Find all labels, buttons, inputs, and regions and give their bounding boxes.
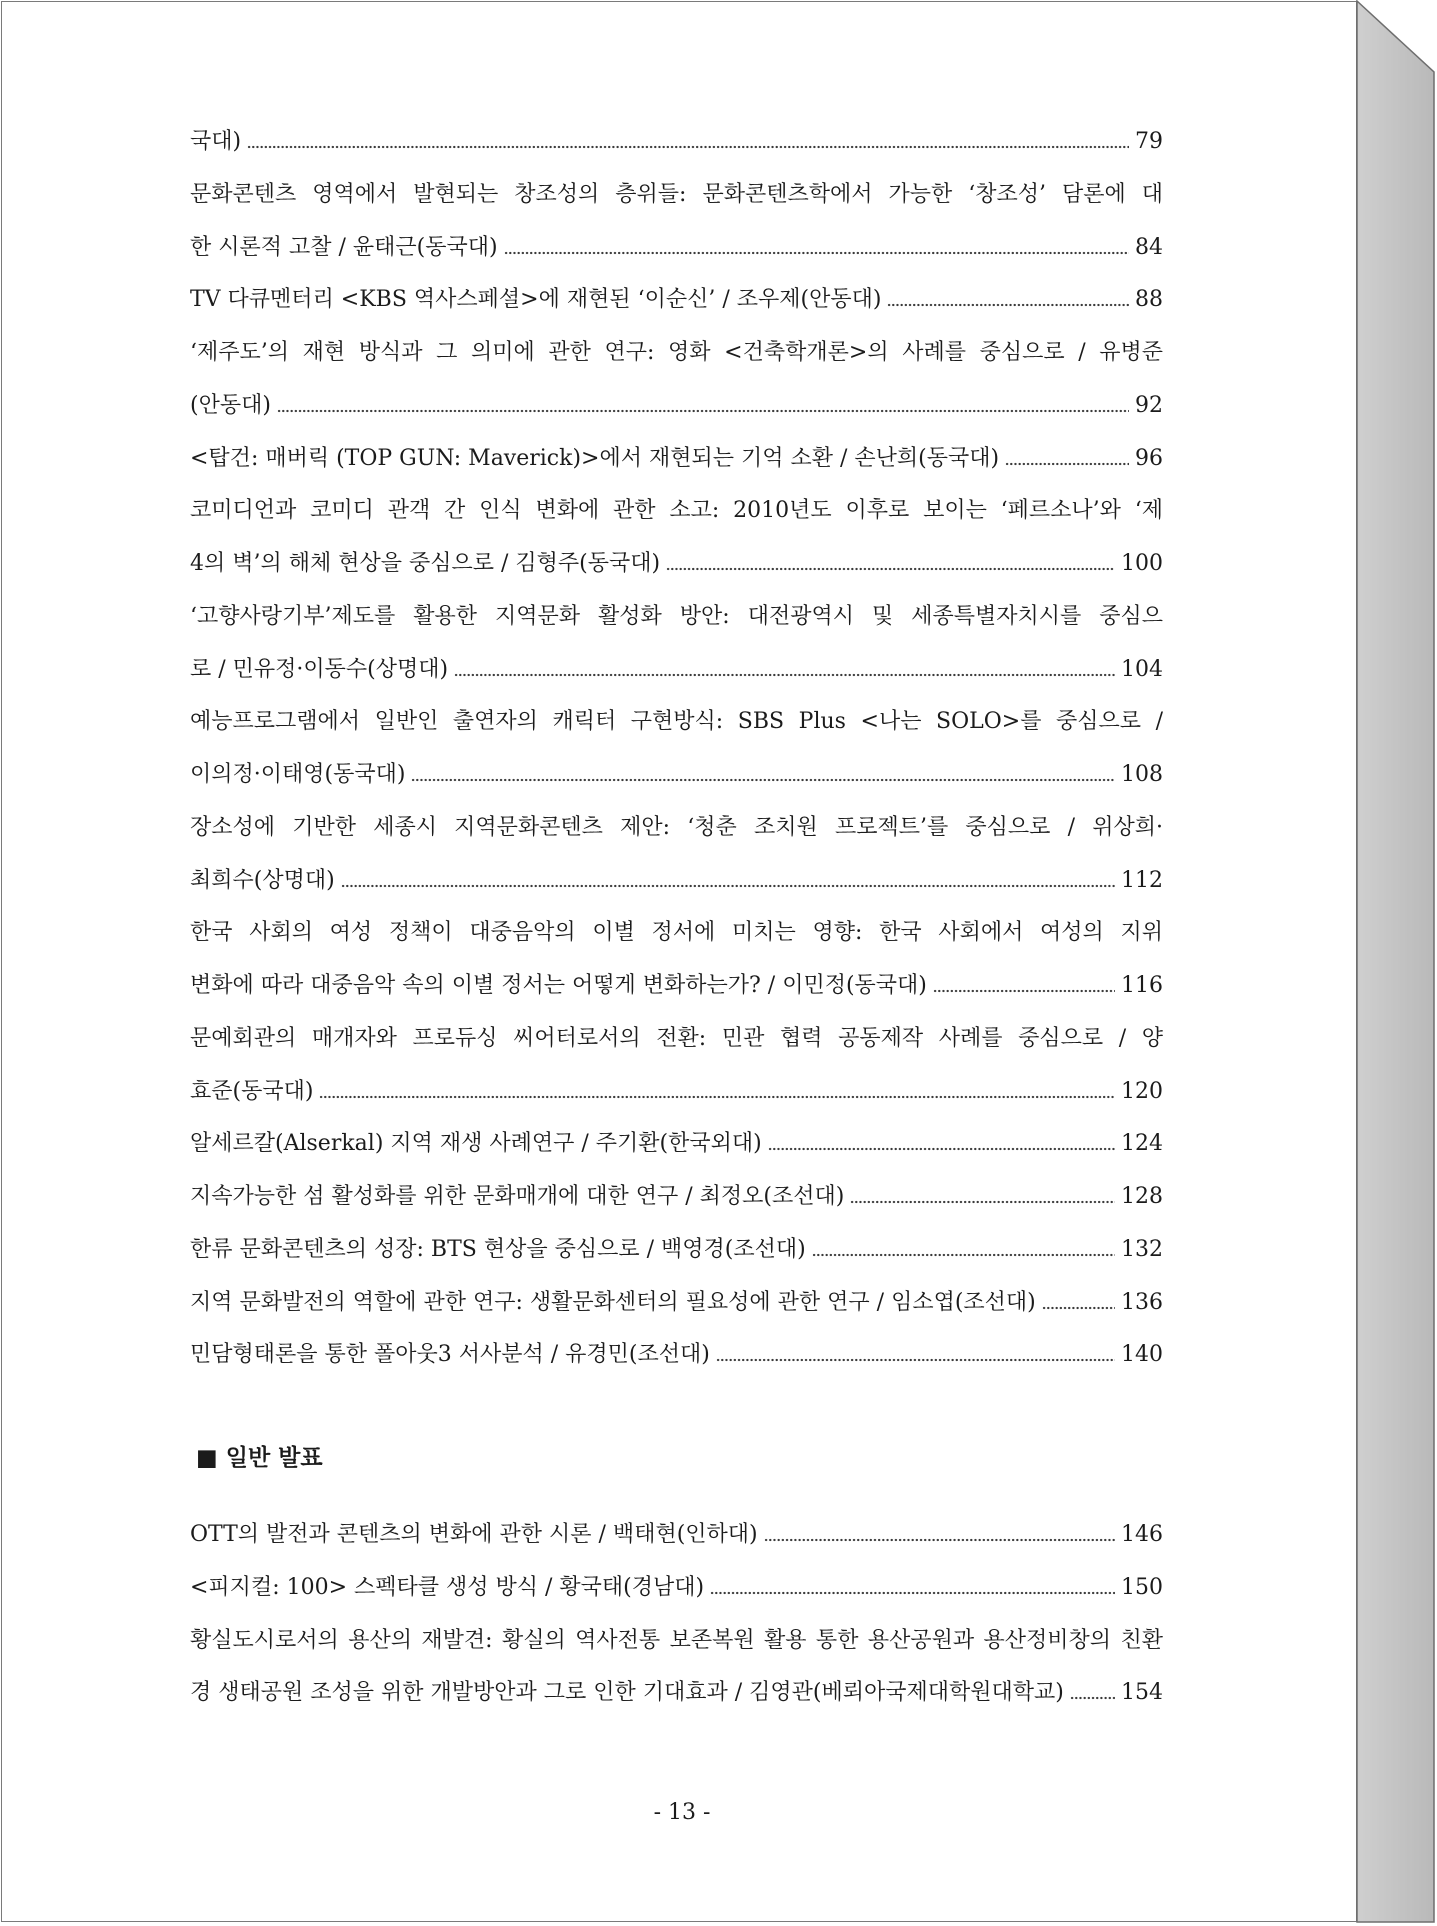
dot-leader — [850, 1200, 1115, 1204]
dot-leader — [1070, 1696, 1115, 1700]
entry-title-line: 코미디언과 코미디 관객 간 인식 변화에 관한 소고: 2010년도 이후로 보이는 ‘페르소나’와 ‘제 — [190, 498, 1163, 524]
entry-title: 로 / 민유정·이동수(상명대) — [190, 656, 449, 682]
entry-title-line: 예능프로그램에서 일반인 출연자의 캐릭터 구현방식: SBS Plus <나는 SOLO>를 중심으로 / — [190, 709, 1163, 735]
dot-leader — [710, 1591, 1115, 1595]
entry-page-number: 108 — [1121, 762, 1163, 787]
dot-leader — [1005, 462, 1129, 466]
entry-title: 알세르칼(Alserkal) 지역 재생 사례연구 / 주기환(한국외대) — [190, 1131, 762, 1157]
toc-entry — [190, 337, 1163, 422]
entry-page-number: 132 — [1121, 1236, 1163, 1262]
toc-line — [190, 548, 1163, 580]
section-heading: ■ 일반 발표 — [196, 1444, 323, 1471]
toc-line — [190, 1339, 1163, 1371]
entry-title: 한 시론적 고찰 / 윤태근(동국대) — [190, 234, 498, 260]
dot-leader — [319, 1095, 1115, 1099]
entry-title: 한류 문화콘텐츠의 성장: BTS 현상을 중심으로 / 백영경(조선대) — [190, 1236, 806, 1262]
entry-page-number: 104 — [1121, 656, 1163, 682]
dot-leader — [247, 145, 1129, 149]
toc-entry — [190, 495, 1163, 580]
entry-title: 효준(동국대) — [190, 1078, 314, 1104]
toc-entry — [190, 1234, 1163, 1266]
toc-line — [190, 1234, 1163, 1266]
dot-leader — [887, 303, 1129, 307]
dot-leader — [764, 1538, 1115, 1542]
entry-title: 지속가능한 섬 활성화를 위한 문화매개에 대한 연구 / 최정오(조선대) — [190, 1184, 845, 1209]
toc-entry — [190, 126, 1163, 158]
entry-page-number: 79 — [1135, 129, 1163, 154]
entry-title: OTT의 발전과 콘텐츠의 변화에 관한 시론 / 백태현(인하대) — [190, 1522, 758, 1547]
dot-leader — [277, 409, 1129, 413]
dot-leader — [504, 251, 1129, 255]
entry-title-line: 문예회관의 매개자와 프로듀싱 씨어터로서의 전환: 민관 협력 공동제작 사례를 중심으로 / 양 — [190, 1025, 1163, 1051]
dot-leader — [812, 1253, 1115, 1257]
dot-leader — [768, 1147, 1115, 1151]
entry-title: 경 생태공원 조성을 위한 개발방안과 그로 인한 기대효과 / 김영관(베뢰아국제대학원대학교) — [190, 1680, 1064, 1706]
page-stack-side — [1357, 1, 1434, 1922]
entry-title: <탑건: 매버릭 (TOP GUN: Maverick)>에서 재현되는 기억 소환 / 손난희(동국대) — [190, 445, 1000, 471]
toc-entry — [190, 812, 1163, 897]
toc-entry — [190, 1181, 1163, 1213]
toc-entry — [190, 1287, 1163, 1319]
toc-line — [190, 865, 1163, 897]
entry-title-line: ‘고향사랑기부’제도를 활용한 지역문화 활성화 방안: 대전광역시 및 세종특별자치시를 중심으 — [190, 603, 1163, 629]
page-stack-edge — [1356, 0, 1437, 1926]
toc-entry — [190, 179, 1163, 264]
toc-entry — [190, 1519, 1163, 1551]
entry-title-line: 문화콘텐츠 영역에서 발현되는 창조성의 층위들: 문화콘텐츠학에서 가능한 ‘창조성’ 담론에 대 — [190, 181, 1163, 207]
toc-entry — [190, 1128, 1163, 1160]
entry-title: TV 다큐멘터리 <KBS 역사스페셜>에 재현된 ‘이순신’ / 조우제(안동대) — [190, 287, 882, 313]
toc-entry — [190, 443, 1163, 475]
toc-entry — [190, 706, 1163, 791]
toc-line — [190, 390, 1163, 422]
toc-entry — [190, 1572, 1163, 1604]
entry-title-line: 황실도시로서의 용산의 재발견: 황실의 역사전통 보존복원 활용 통한 용산공원과 용산정비창의 친환 — [190, 1627, 1163, 1653]
entry-title: <피지컬: 100> 스펙타클 생성 방식 / 황국태(경남대) — [190, 1574, 705, 1600]
toc-line — [190, 759, 1163, 791]
dot-leader — [341, 884, 1115, 888]
toc-entry — [190, 1625, 1163, 1710]
entry-title: (안동대) — [190, 392, 271, 418]
entry-title: 이의정·이태영(동국대) — [190, 762, 406, 787]
entry-page-number: 136 — [1121, 1289, 1163, 1315]
toc-line — [190, 126, 1163, 158]
toc-line — [190, 1128, 1163, 1160]
toc-line — [190, 1181, 1163, 1213]
entry-page-number: 120 — [1121, 1078, 1163, 1104]
entry-title: 민담형태론을 통한 폴아웃3 서사분석 / 유경민(조선대) — [190, 1342, 710, 1368]
entry-page-number: 112 — [1121, 867, 1163, 893]
dot-leader — [411, 778, 1115, 782]
entry-page-number: 150 — [1121, 1574, 1163, 1600]
toc-line — [190, 1076, 1163, 1108]
toc-line — [190, 443, 1163, 475]
dot-leader — [933, 989, 1115, 993]
dot-leader — [716, 1358, 1115, 1362]
entry-page-number: 154 — [1121, 1680, 1163, 1706]
toc-entry — [190, 917, 1163, 1002]
entry-page-number: 100 — [1121, 551, 1163, 576]
entry-page-number: 116 — [1121, 973, 1163, 998]
toc-line — [190, 1519, 1163, 1551]
entry-title: 4의 벽’의 해체 현상을 중심으로 / 김형주(동국대) — [190, 551, 661, 576]
entry-page-number: 140 — [1121, 1342, 1163, 1368]
toc-line — [190, 1572, 1163, 1604]
entry-page-number: 84 — [1135, 234, 1163, 260]
entry-title-line: 장소성에 기반한 세종시 지역문화콘텐츠 제안: ‘청춘 조치원 프로젝트’를 중심으로 / 위상희· — [190, 814, 1163, 840]
entry-page-number: 88 — [1135, 287, 1163, 313]
toc-line — [190, 970, 1163, 1002]
toc-entry — [190, 1339, 1163, 1371]
toc-entry — [190, 284, 1163, 316]
toc-entry — [190, 1023, 1163, 1108]
dot-leader — [666, 567, 1115, 571]
toc-line — [190, 654, 1163, 686]
general-toc-list — [190, 1519, 1163, 1730]
entry-page-number: 128 — [1121, 1184, 1163, 1209]
entry-title: 최희수(상명대) — [190, 867, 335, 893]
page-number: - 13 - — [653, 1800, 711, 1825]
entry-page-number: 146 — [1121, 1522, 1163, 1547]
entry-title-line: ‘제주도’의 재현 방식과 그 의미에 관한 연구: 영화 <건축학개론>의 사례를 중심으로 / 유병준 — [190, 340, 1163, 365]
entry-title: 변화에 따라 대중음악 속의 이별 정서는 어떻게 변화하는가? / 이민정(동국대) — [190, 973, 927, 998]
entry-page-number: 124 — [1121, 1131, 1163, 1157]
toc-entry — [190, 601, 1163, 686]
entry-page-number: 96 — [1135, 445, 1163, 471]
entry-title: 지역 문화발전의 역할에 관한 연구: 생활문화센터의 필요성에 관한 연구 / 임소엽(조선대) — [190, 1289, 1036, 1315]
toc-line — [190, 1677, 1163, 1709]
entry-page-number: 92 — [1135, 392, 1163, 418]
toc-line — [190, 284, 1163, 316]
entry-title: 국대) — [190, 129, 242, 154]
toc-line — [190, 232, 1163, 264]
toc-line — [190, 1287, 1163, 1319]
toc-list — [190, 126, 1163, 1392]
dot-leader — [1042, 1306, 1115, 1310]
dot-leader — [454, 673, 1115, 677]
entry-title-line: 한국 사회의 여성 정책이 대중음악의 이별 정서에 미치는 영향: 한국 사회에서 여성의 지위 — [190, 920, 1163, 946]
